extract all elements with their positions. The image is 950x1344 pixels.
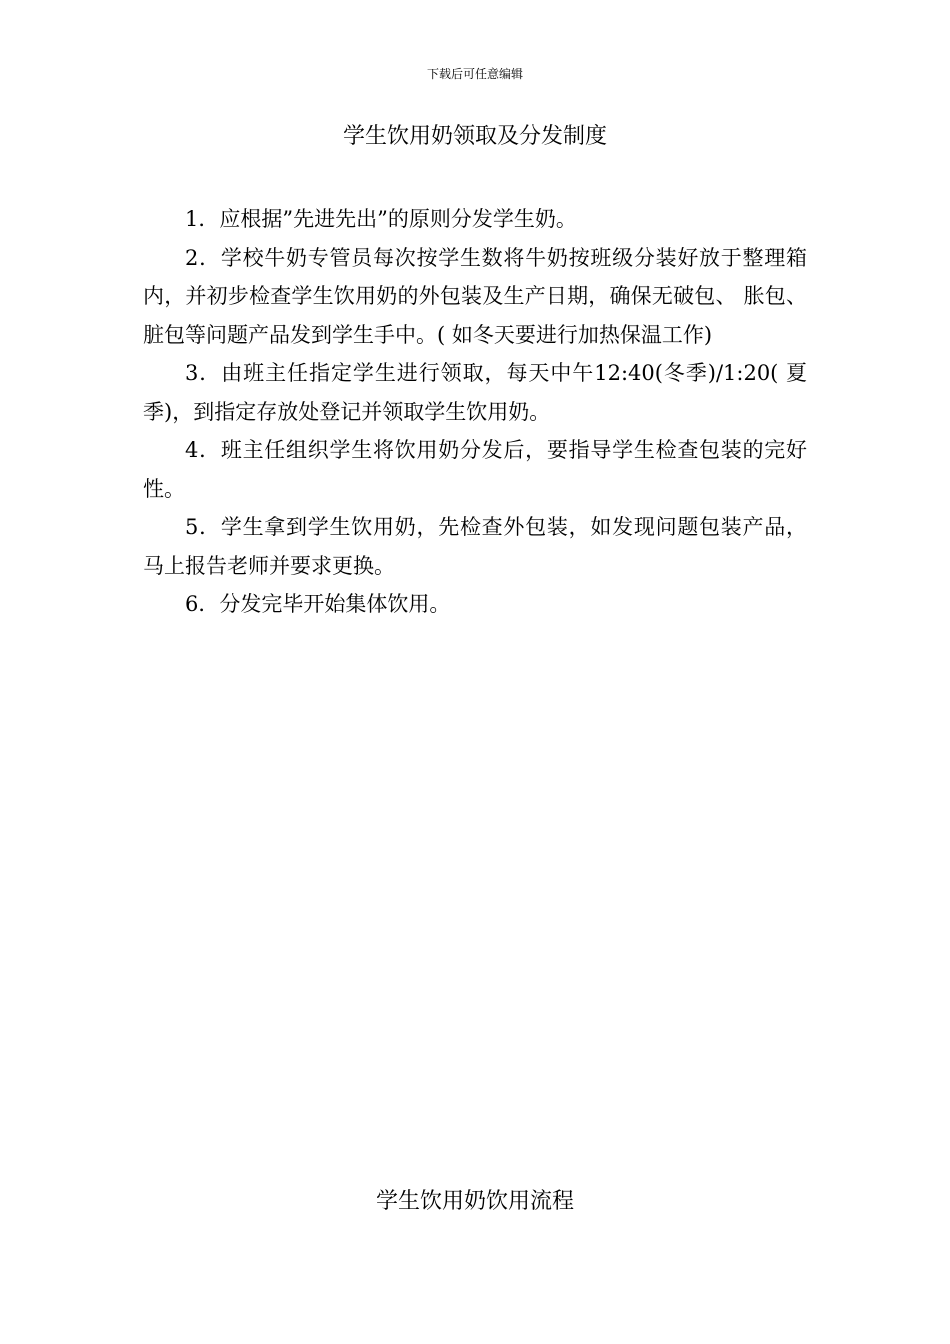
document-body (143, 200, 807, 624)
paragraph-2: 2．学校牛奶专管员每次按学生数将牛奶按班级分装好放于整理箱内，并初步检查学生饮用奶的外包装及生产日期，确保无破包、 胀包、 脏包等问题产品发到学生手中。( 如冬天要进行加热保温工作) (143, 245, 807, 347)
paragraph-5: 5．学生拿到学生饮用奶，先检查外包装，如发现问题包装产品，马上报告老师并要求更换。 (143, 515, 807, 578)
paragraph-6: 6．分发完毕开始集体饮用。 (185, 592, 451, 616)
paragraph-4: 4．班主任组织学生将饮用奶分发后，要指导学生检查包装的完好性。 (143, 438, 807, 501)
section-title: 学生饮用奶饮用流程 (375, 1189, 574, 1214)
paragraph-3: 3．由班主任指定学生进行领取，每天中午12:40(冬季)/1:20( 夏季)，到指定存放处登记并领取学生饮用奶。 (143, 361, 807, 424)
paragraph-1: 1．应根据”先进先出”的原则分发学生奶。 (185, 207, 577, 231)
document-title: 学生饮用奶领取及分发制度 (342, 124, 607, 149)
header-note: 下载后可任意编辑 (426, 67, 523, 81)
